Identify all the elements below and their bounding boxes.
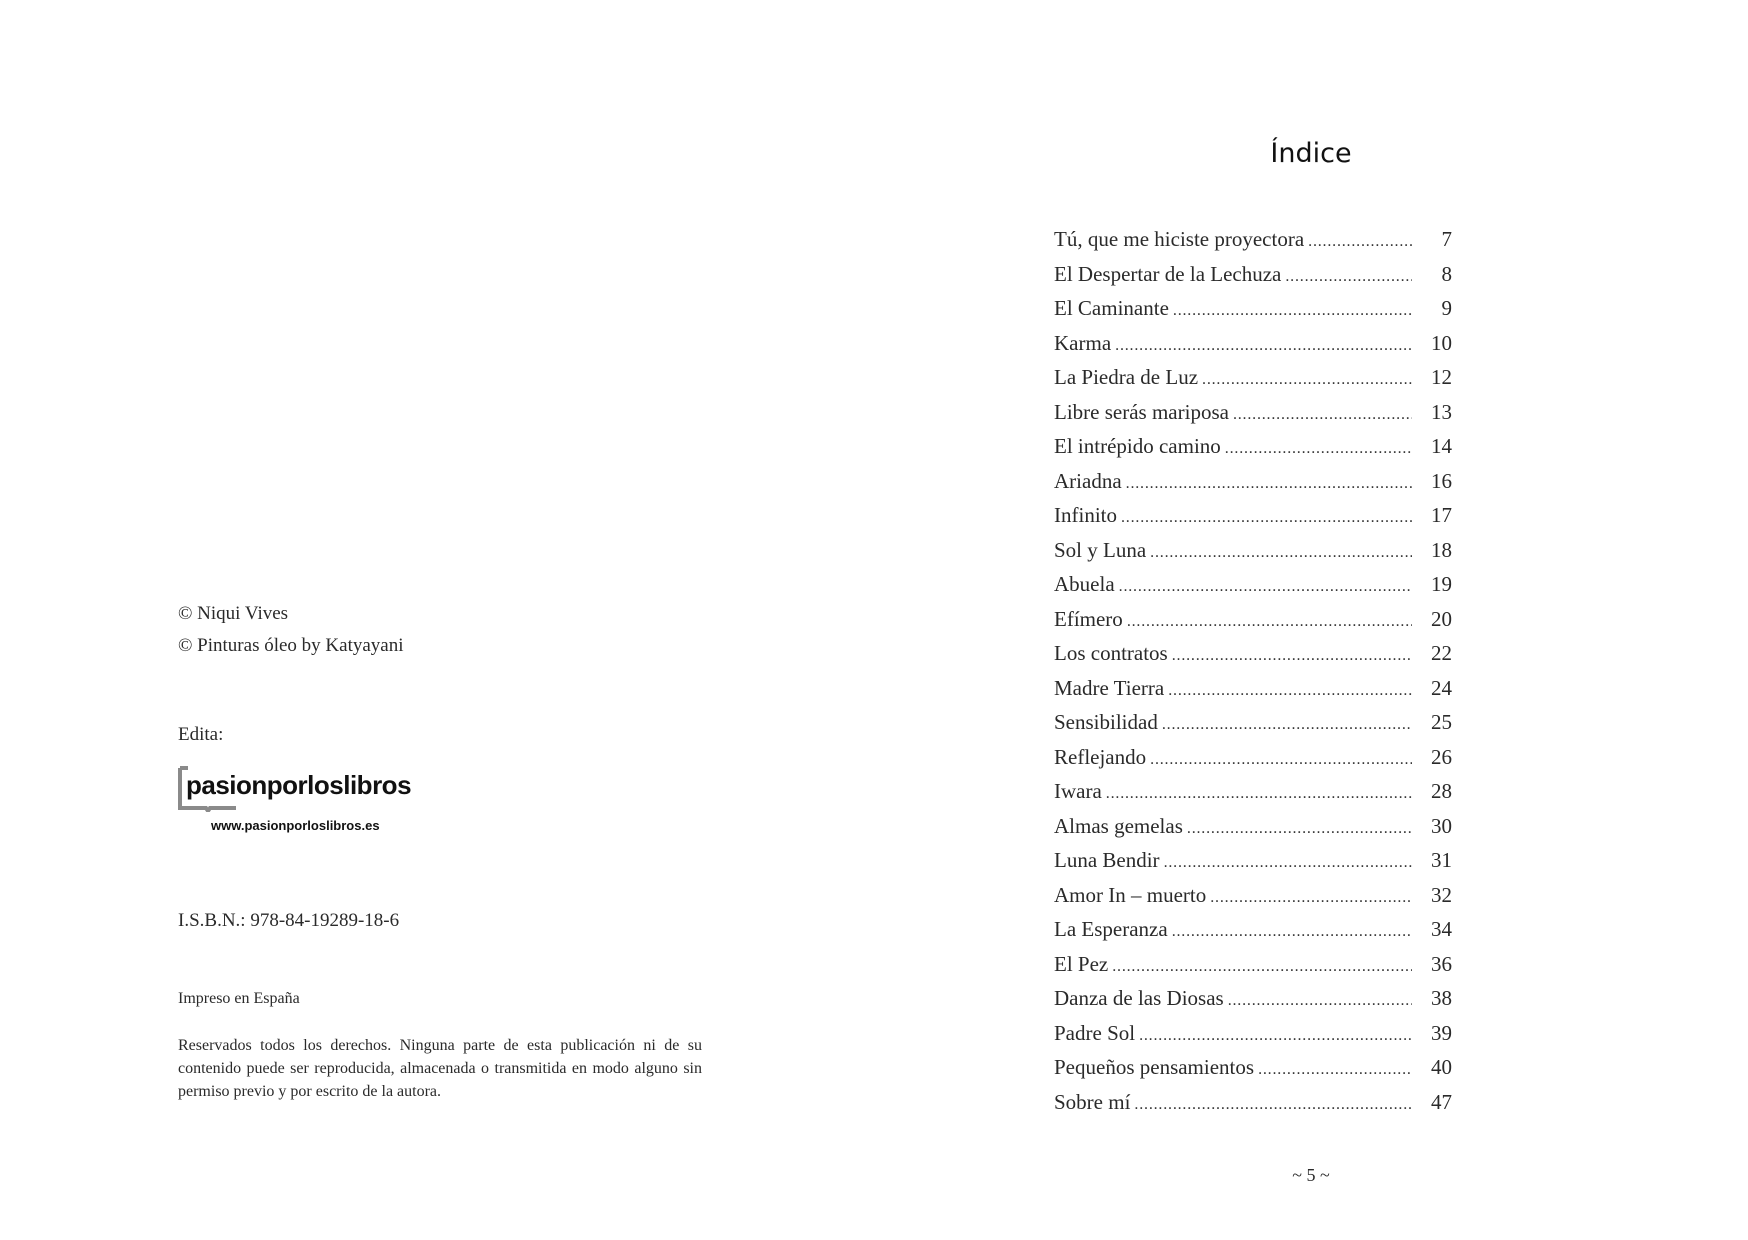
- toc-entry: [1054, 1055, 1452, 1090]
- toc-entry: [1054, 917, 1452, 952]
- toc-entry-page: 18: [1431, 537, 1452, 562]
- toc-entry-page: 7: [1441, 227, 1452, 251]
- toc-dot-leader: [1121, 509, 1412, 527]
- toc-entry-page: 30: [1431, 813, 1452, 838]
- toc-dot-leader: [1127, 613, 1412, 631]
- toc-dot-leader: [1172, 647, 1412, 665]
- toc-entry: [1054, 365, 1452, 400]
- toc-entry-page: 20: [1431, 606, 1452, 631]
- toc-entry-page: 32: [1431, 882, 1452, 907]
- toc-entry-title: Karma: [1054, 330, 1112, 355]
- toc-entry-page: 10: [1431, 330, 1452, 355]
- toc-entry-page: 22: [1431, 641, 1452, 665]
- toc-entry: [1054, 883, 1452, 918]
- toc-entry-title: Luna Bendir: [1054, 848, 1160, 872]
- toc-entry: [1054, 331, 1452, 366]
- toc-entry-page: 16: [1431, 468, 1452, 493]
- toc-entry-page: 25: [1431, 710, 1452, 734]
- toc-entry-page: 8: [1441, 261, 1452, 286]
- publisher-logo: [178, 766, 438, 846]
- toc-entry: [1054, 572, 1452, 607]
- publisher-url: www.pasionporloslibros.es: [211, 818, 380, 833]
- toc-entry: [1054, 469, 1452, 504]
- toc-entry-title: Danza de las Diosas: [1054, 986, 1224, 1010]
- toc-entry: [1054, 227, 1452, 262]
- toc-entry: [1054, 710, 1452, 745]
- toc-dot-leader: [1172, 923, 1412, 941]
- toc-entry: [1054, 745, 1452, 780]
- author-credit: © Niqui Vives: [178, 603, 289, 624]
- toc-entry-title: Tú, que me hiciste proyectora: [1054, 227, 1305, 251]
- toc-dot-leader: [1225, 440, 1412, 458]
- toc-dot-leader: [1150, 751, 1412, 769]
- toc-entry-page: 28: [1431, 779, 1452, 803]
- toc-entry-title: El Caminante: [1054, 296, 1169, 320]
- toc-entry-page: 31: [1431, 848, 1452, 872]
- toc-dot-leader: [1258, 1061, 1412, 1079]
- toc-entry: [1054, 676, 1452, 711]
- toc-entry-title: La Piedra de Luz: [1054, 365, 1199, 389]
- toc-entry-title: Reflejando: [1054, 744, 1147, 769]
- toc-dot-leader: [1119, 578, 1412, 596]
- toc-entry: [1054, 607, 1452, 642]
- toc-entry: [1054, 779, 1452, 814]
- toc-entry-title: Sobre mí: [1054, 1089, 1131, 1114]
- toc-dot-leader: [1210, 889, 1412, 907]
- toc-dot-leader: [1162, 716, 1412, 734]
- toc-dot-leader: [1233, 406, 1412, 424]
- toc-entry-title: Ariadna: [1054, 468, 1122, 493]
- toc-dot-leader: [1106, 785, 1412, 803]
- toc-entry-page: 47: [1431, 1089, 1452, 1114]
- toc-entry-title: Madre Tierra: [1054, 675, 1165, 700]
- table-of-contents: [1054, 227, 1452, 1124]
- toc-entry-title: Amor In – muerto: [1054, 882, 1207, 907]
- index-title: Índice: [1270, 138, 1352, 169]
- toc-entry-page: 13: [1431, 399, 1452, 424]
- toc-entry: [1054, 1090, 1452, 1125]
- toc-entry-title: El Pez: [1054, 951, 1109, 976]
- toc-dot-leader: [1112, 958, 1412, 976]
- toc-entry: [1054, 400, 1452, 435]
- toc-entry: [1054, 538, 1452, 573]
- toc-entry-page: 34: [1431, 917, 1452, 941]
- toc-dot-leader: [1202, 371, 1412, 389]
- toc-dot-leader: [1164, 854, 1412, 872]
- toc-dot-leader: [1187, 820, 1412, 838]
- toc-entry-title: Abuela: [1054, 572, 1115, 596]
- toc-dot-leader: [1139, 1027, 1412, 1045]
- toc-dot-leader: [1285, 268, 1412, 286]
- toc-entry-title: El Despertar de la Lechuza: [1054, 261, 1282, 286]
- toc-entry: [1054, 814, 1452, 849]
- toc-entry: [1054, 296, 1452, 331]
- toc-entry-title: Pequeños pensamientos: [1054, 1055, 1255, 1079]
- toc-entry: [1054, 641, 1452, 676]
- toc-entry-page: 24: [1431, 675, 1452, 700]
- toc-entry-page: 38: [1431, 986, 1452, 1010]
- toc-dot-leader: [1134, 1096, 1412, 1114]
- toc-entry-title: Infinito: [1054, 503, 1117, 527]
- toc-dot-leader: [1115, 337, 1412, 355]
- publisher-name: pasionporloslibros: [186, 770, 412, 800]
- toc-entry: [1054, 262, 1452, 297]
- toc-dot-leader: [1228, 992, 1412, 1010]
- toc-entry: [1054, 986, 1452, 1021]
- toc-entry-title: Almas gemelas: [1054, 813, 1183, 838]
- toc-entry-title: La Esperanza: [1054, 917, 1168, 941]
- toc-entry-title: Sensibilidad: [1054, 710, 1158, 734]
- toc-entry: [1054, 434, 1452, 469]
- toc-entry-page: 19: [1431, 572, 1452, 596]
- toc-entry-title: Iwara: [1054, 779, 1102, 803]
- toc-dot-leader: [1126, 475, 1412, 493]
- toc-entry-title: Sol y Luna: [1054, 537, 1147, 562]
- toc-entry: [1054, 503, 1452, 538]
- page-number: ~ 5 ~: [1292, 1165, 1330, 1185]
- toc-entry-title: El intrépido camino: [1054, 434, 1221, 458]
- isbn: I.S.B.N.: 978-84-19289-18-6: [178, 910, 400, 931]
- toc-dot-leader: [1168, 682, 1412, 700]
- index-page: [874, 0, 1748, 1240]
- edita-label: Edita:: [178, 724, 224, 745]
- toc-dot-leader: [1173, 302, 1412, 320]
- toc-entry-title: Libre serás mariposa: [1054, 399, 1229, 424]
- toc-entry: [1054, 1021, 1452, 1056]
- toc-dot-leader: [1308, 233, 1412, 251]
- toc-entry-title: Efímero: [1054, 606, 1123, 631]
- toc-entry: [1054, 848, 1452, 883]
- toc-entry-page: 40: [1431, 1055, 1452, 1079]
- toc-entry-page: 36: [1431, 951, 1452, 976]
- printed-in: Impreso en España: [178, 990, 300, 1007]
- toc-entry-title: Padre Sol: [1054, 1020, 1136, 1045]
- toc-entry-title: Los contratos: [1054, 641, 1168, 665]
- toc-entry-page: 9: [1441, 296, 1452, 320]
- toc-entry-page: 39: [1431, 1020, 1452, 1045]
- toc-entry-page: 26: [1431, 744, 1452, 769]
- toc-entry-page: 17: [1431, 503, 1452, 527]
- toc-entry-page: 14: [1431, 434, 1452, 458]
- toc-entry: [1054, 952, 1452, 987]
- credits: [178, 598, 404, 662]
- toc-dot-leader: [1150, 544, 1412, 562]
- paintings-credit: © Pinturas óleo by Katyayani: [178, 635, 404, 656]
- toc-entry-page: 12: [1431, 365, 1452, 389]
- rights-notice: Reservados todos los derechos. Ninguna parte de esta publicación ni de su contenido puede ser reproducida, almacenada o transmitida en modo alguno sin permiso previo y por escrito de la autora.: [178, 1037, 702, 1100]
